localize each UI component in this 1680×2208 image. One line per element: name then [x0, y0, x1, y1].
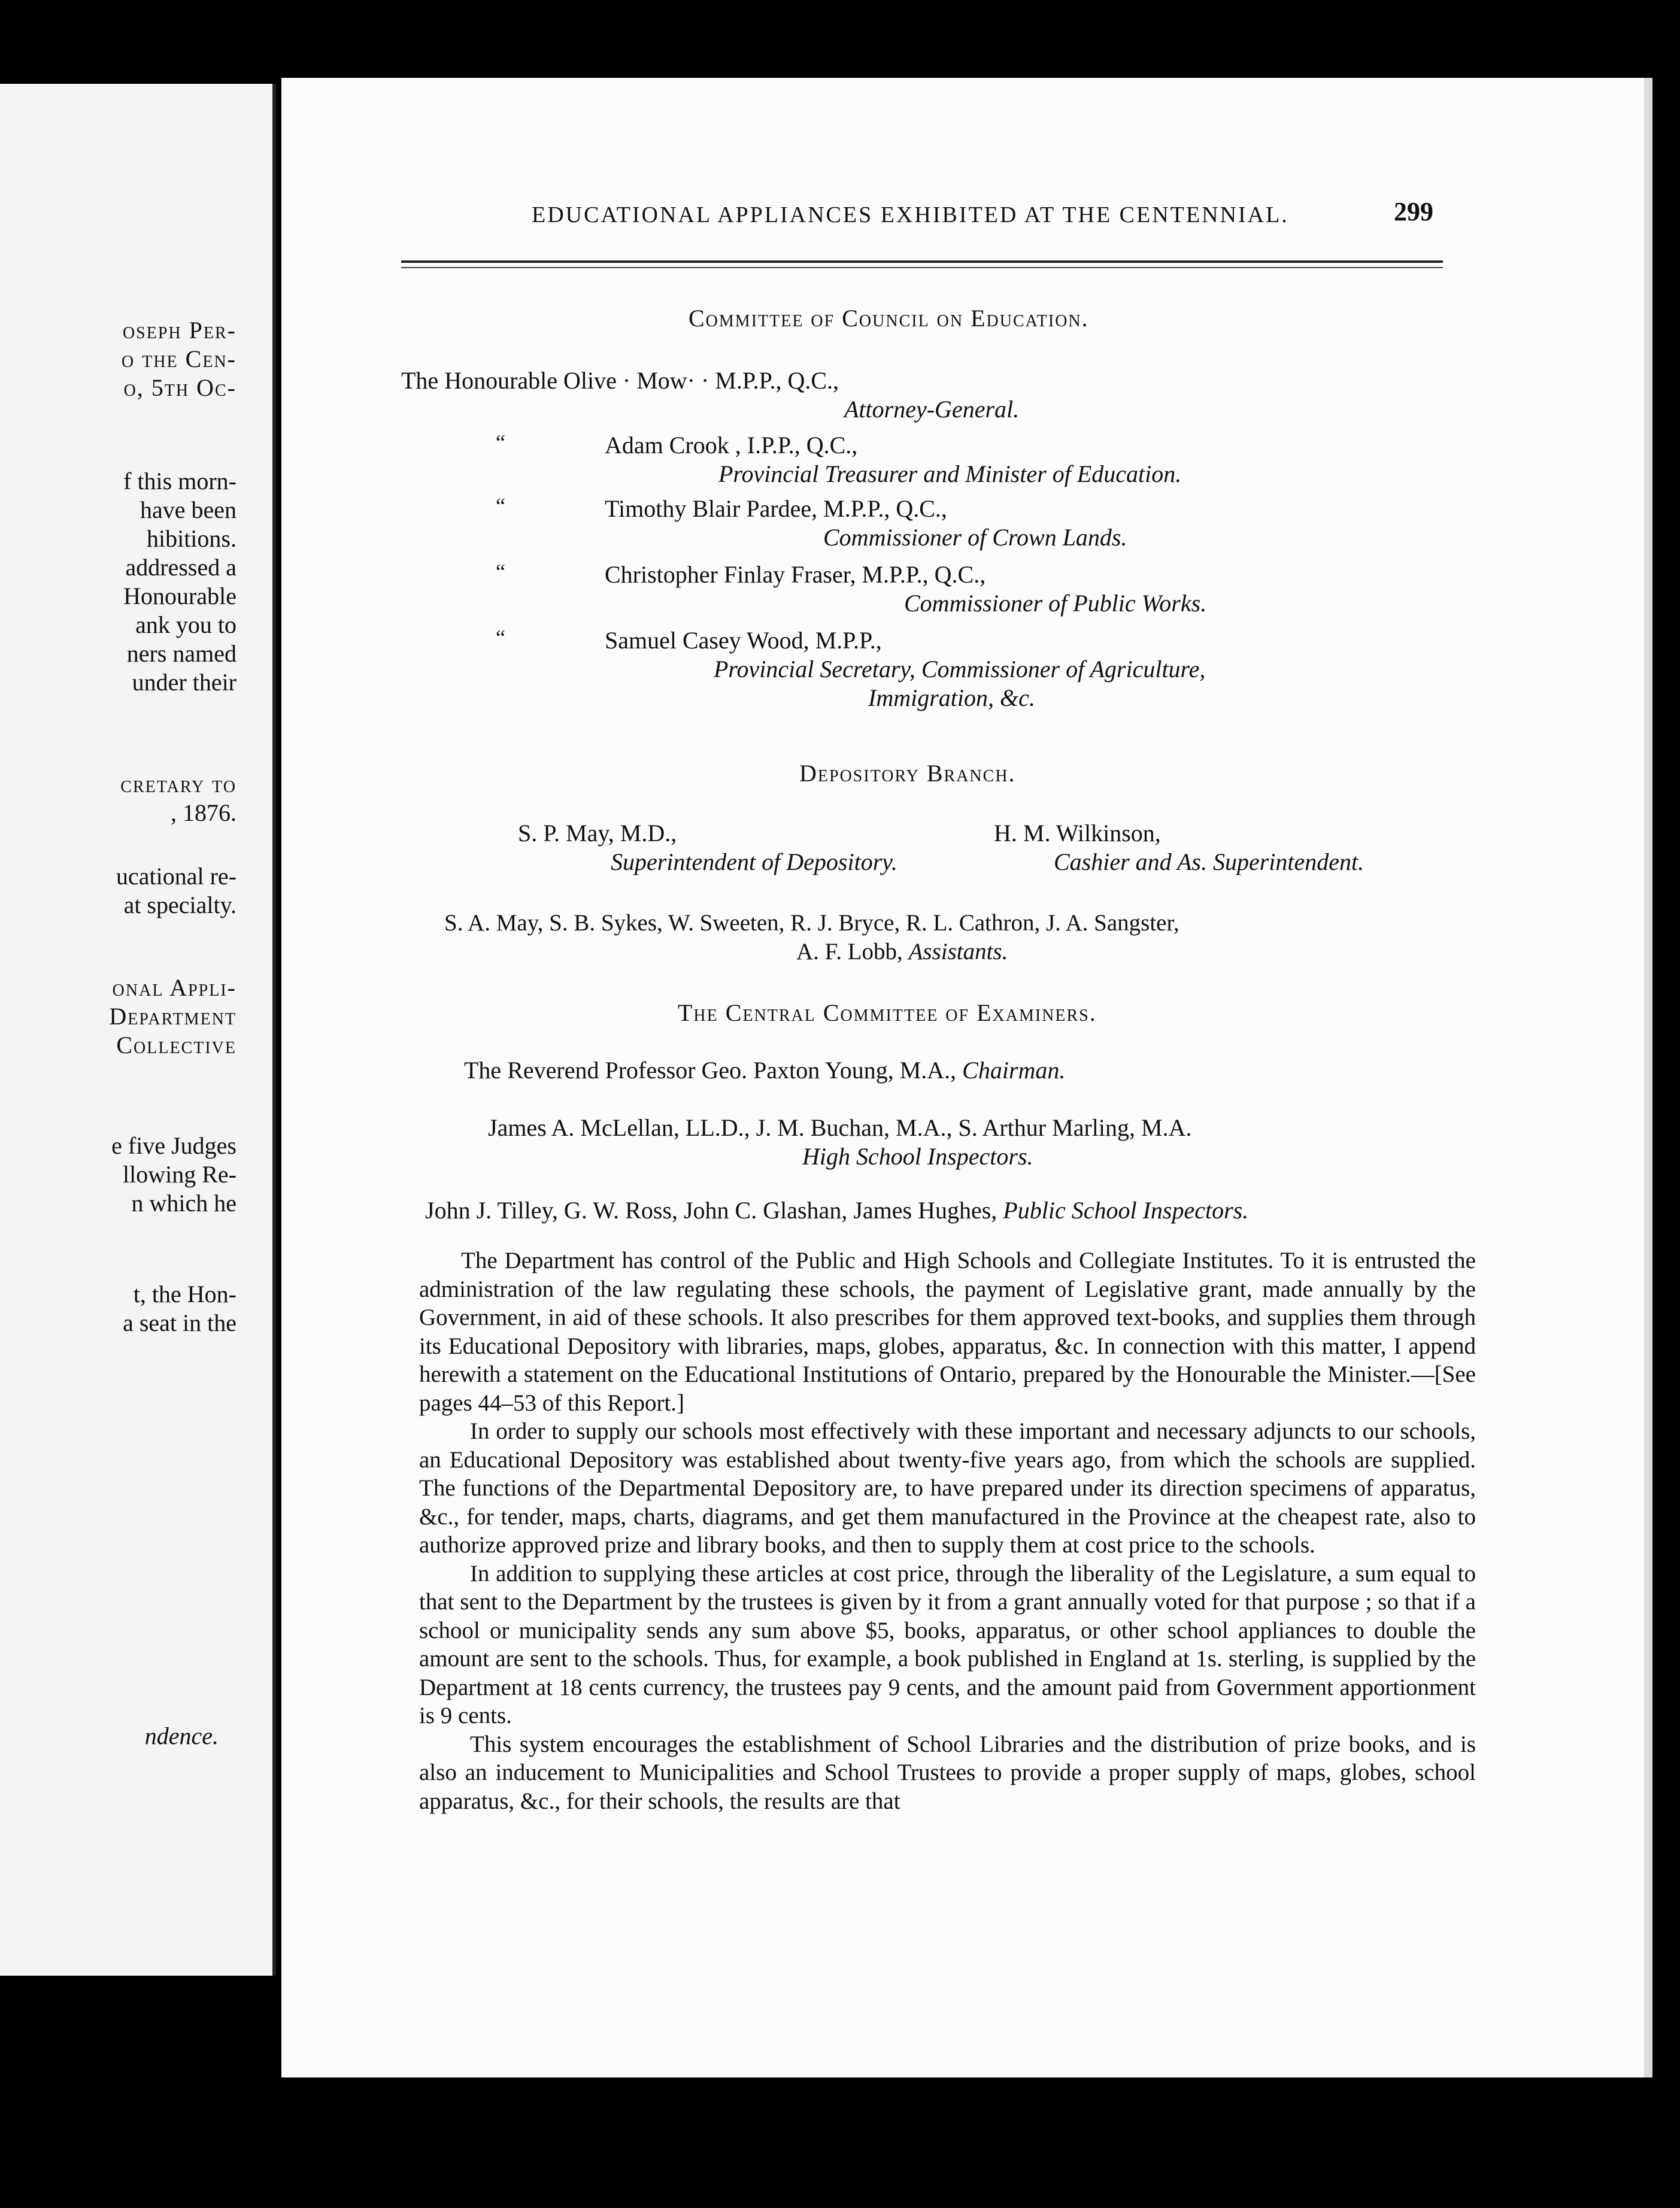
header-rule — [401, 260, 1443, 263]
committee-member-name: Samuel Casey Wood, M.P.P., — [605, 627, 882, 654]
depository-assistants: S. A. May, S. B. Sykes, W. Sweeten, R. J. Bryce, R. L. Cathron, J. A. Sangster, — [444, 910, 1179, 936]
committee-member-title-cont: Immigration, &c. — [868, 684, 1035, 711]
examiners-heading: The Central Committee of Examiners. — [678, 999, 1097, 1026]
depository-heading: Depository Branch. — [799, 760, 1016, 787]
facing-line: hibitions. — [146, 525, 236, 552]
public-school-inspectors — [425, 1196, 1248, 1225]
facing-line: cretary to — [120, 771, 236, 797]
body-paragraph: In addition to supplying these articles at cost price, through the liberality of the Legislature, a sum equal to that sent to the Department by the trustees is given by it from a grant annually voted for that purpose ; so that if a school or municipality sends any sum above $5, books, apparatus, or other school appliances to double the amount are sent to the schools. Thus, for example, a book published in England at 1s. sterling, is supplied by the Department at 18 cents currency, the trustees pay 9 cents, and the amount paid from Government apportionment is 9 cents. — [419, 1560, 1476, 1728]
facing-line: ucational re- — [116, 863, 236, 890]
chairman-title: Chairman. — [962, 1057, 1066, 1084]
ditto-mark: “ — [496, 626, 505, 650]
facing-line: llowing Re- — [123, 1161, 236, 1188]
high-school-inspectors-names: James A. McLellan, LL.D., J. M. Buchan, M.A., S. Arthur Marling, M.A. — [488, 1114, 1192, 1141]
examiners-chairman — [464, 1056, 1065, 1085]
assistants-title: Assistants. — [908, 939, 1008, 965]
facing-line: ank you to — [135, 611, 236, 638]
committee-member-title: Commissioner of Public Works. — [904, 590, 1207, 617]
facing-line: onal Appli- — [112, 974, 236, 1001]
facing-line: o, 5th Oc- — [123, 374, 236, 401]
high-school-inspectors-title: High School Inspectors. — [802, 1143, 1033, 1170]
depository-assistants-cont — [796, 938, 1008, 966]
depository-superintendent-name: S. P. May, M.D., — [518, 820, 677, 847]
page-number: 299 — [1394, 197, 1433, 226]
assistant-name: A. F. Lobb, — [796, 939, 903, 965]
public-school-inspectors-title: Public School Inspectors. — [1003, 1197, 1249, 1224]
committee-member-title: Provincial Secretary, Commissioner of Agriculture, — [714, 656, 1206, 683]
committee-member-title: Provincial Treasurer and Minister of Education. — [718, 460, 1182, 487]
facing-line: o the Cen- — [122, 345, 236, 372]
committee-member-title: Attorney-General. — [844, 396, 1020, 423]
facing-line: ners named — [126, 640, 236, 667]
facing-line: a seat in the — [123, 1309, 236, 1336]
facing-line: at specialty. — [123, 891, 236, 918]
facing-line: have been — [140, 496, 236, 523]
body-text — [419, 1246, 1476, 1815]
committee-member-name: Christopher Finlay Fraser, M.P.P., Q.C., — [605, 561, 986, 588]
chairman-name: The Reverend Professor Geo. Paxton Young, M.A., — [464, 1057, 957, 1084]
committee-heading: Committee of Council on Education. — [689, 305, 1089, 332]
body-paragraph: The Department has control of the Public and High Schools and Collegiate Institutes. To it is entrusted the administration of the law regulating these schools, the payment of Legislative grant, made annually by the Government, in aid of these schools. It also prescribes for them approved text-books, and supplies them through its Educational Depository with libraries, maps, globes, apparatus, &c. In connection with this matter, I append herewith a statement on the Educational Institutions of Ontario, prepared by the Honourable the Minister.—[See pages 44–53 of this Report.] — [419, 1248, 1476, 1416]
public-school-inspectors-names: John J. Tilley, G. W. Ross, John C. Glashan, James Hughes, — [425, 1197, 997, 1224]
depository-cashier-name: H. M. Wilkinson, — [994, 820, 1161, 847]
committee-member-name: Adam Crook , I.P.P., Q.C., — [605, 432, 858, 459]
facing-line: Department — [109, 1003, 236, 1030]
ditto-mark: “ — [496, 560, 505, 584]
facing-page-fragment — [0, 84, 276, 1976]
facing-line: ndence. — [144, 1722, 219, 1749]
facing-line: addressed a — [125, 554, 236, 581]
facing-line: Collective — [116, 1032, 236, 1058]
committee-member-title: Commissioner of Crown Lands. — [823, 524, 1127, 551]
ditto-mark: “ — [496, 430, 505, 454]
body-paragraph: In order to supply our schools most effectively with these important and necessary adjuncts to our schools, an Educational Depository was established about twenty-five years ago, from which the schools are supplied. The functions of the Departmental Depository are, to have prepared under its direction specimens of apparatus, &c., for tender, maps, charts, diagrams, and get them manufactured in the Province at the cheapest rate, also to authorize approved prize and library books, and then to supply them at cost price to the schools. — [419, 1418, 1476, 1558]
facing-line: under their — [132, 669, 236, 696]
depository-superintendent-title: Superintendent of Depository. — [611, 848, 897, 875]
facing-line: t, the Hon- — [133, 1281, 236, 1308]
facing-line: oseph Per- — [122, 317, 236, 344]
facing-line: , 1876. — [171, 799, 236, 826]
facing-line: n which he — [131, 1190, 236, 1217]
ditto-mark: “ — [496, 494, 505, 518]
facing-line: f this morn- — [123, 468, 236, 495]
facing-line: e five Judges — [111, 1132, 236, 1159]
committee-member-name: Timothy Blair Pardee, M.P.P., Q.C., — [605, 495, 947, 522]
running-title: EDUCATIONAL APPLIANCES EXHIBITED AT THE CENTENNIAL. — [532, 202, 1289, 228]
facing-line: Honourable — [123, 583, 236, 609]
header-rule-thin — [401, 267, 1443, 268]
depository-cashier-title: Cashier and As. Superintendent. — [1054, 848, 1364, 875]
committee-member-name: The Honourable Olive · Mow· · M.P.P., Q.C., — [401, 367, 839, 394]
page-edge — [1644, 78, 1652, 2077]
body-paragraph: This system encourages the establishment of School Libraries and the distribution of prize books, and is also an inducement to Municipalities and School Trustees to provide a proper supply of maps, globes, school apparatus, &c., for their schools, the results are that — [419, 1731, 1476, 1814]
book-page — [281, 78, 1652, 2077]
